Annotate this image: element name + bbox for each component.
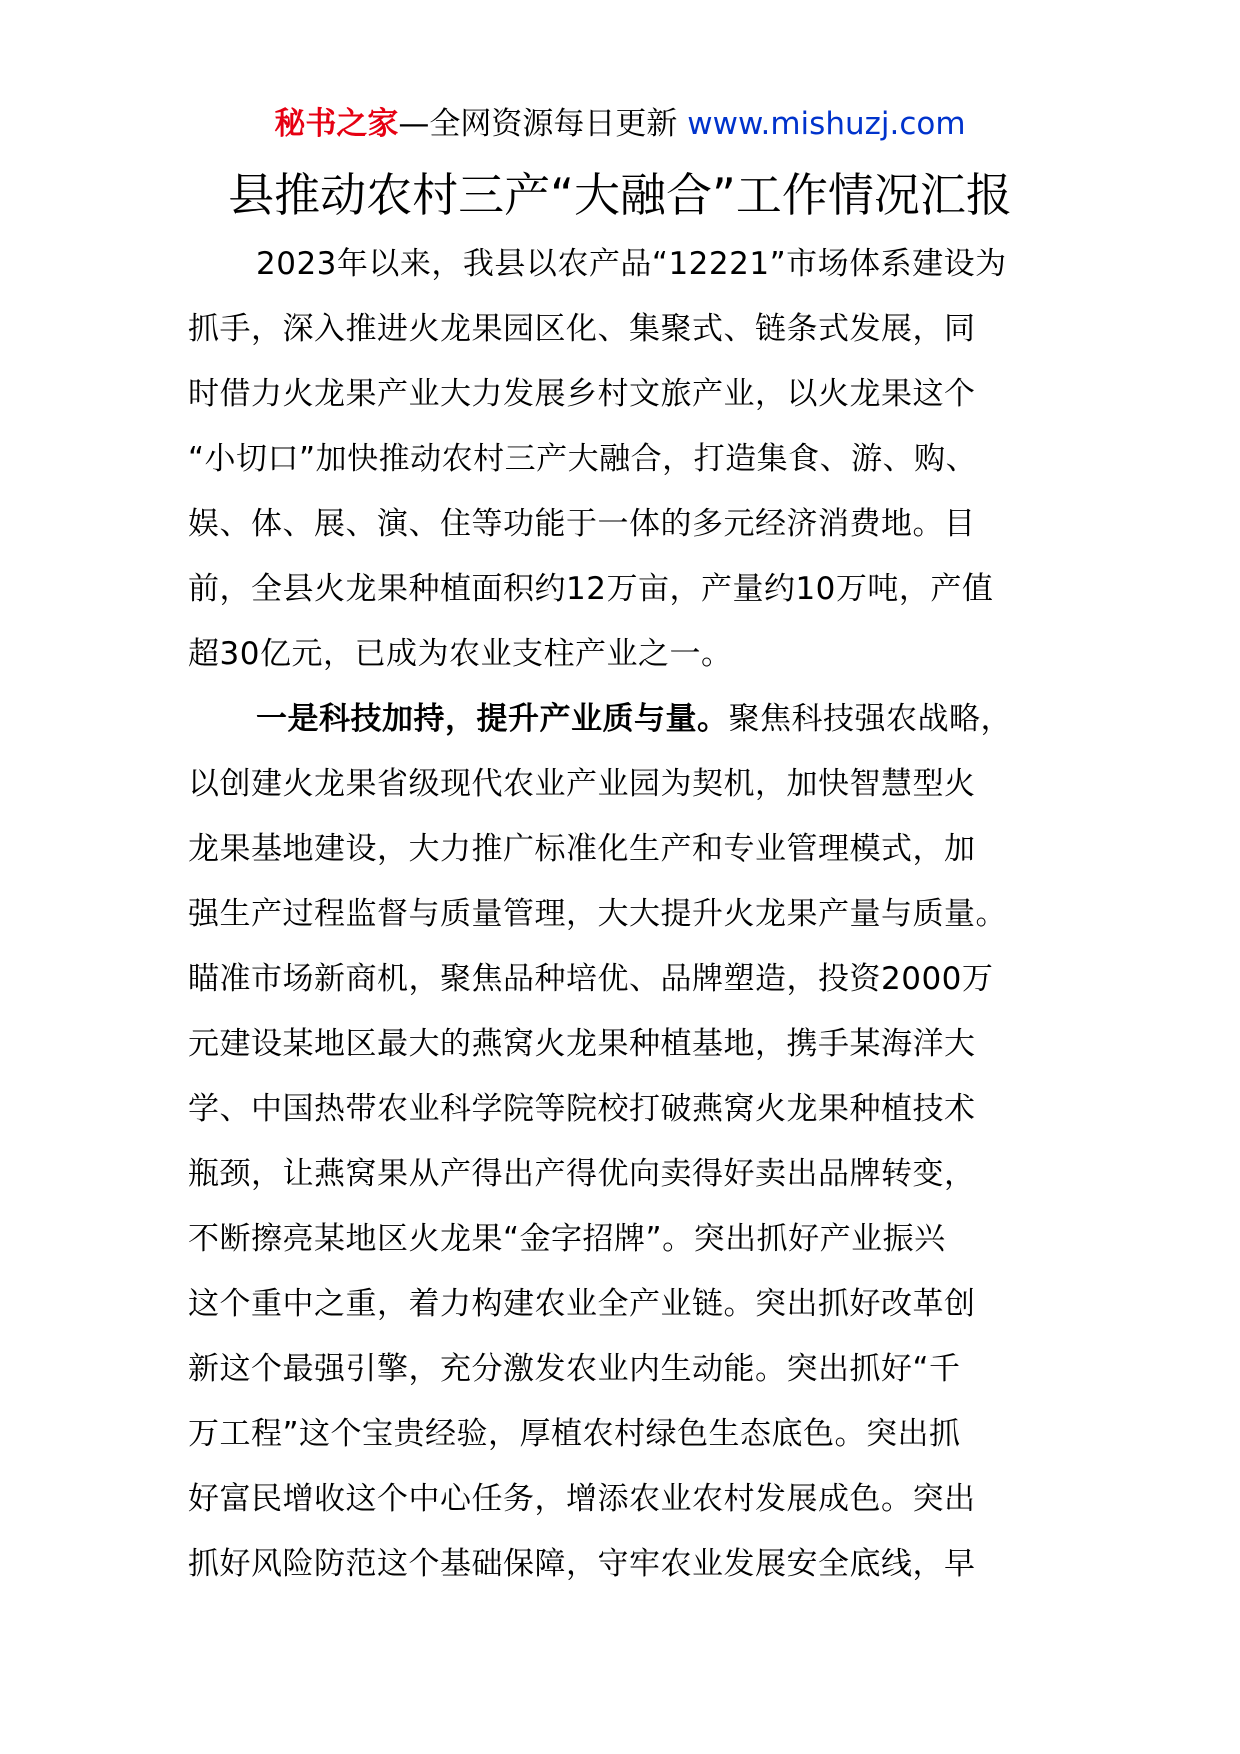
- text-line: 时借力火龙果产业大力发展乡村文旅产业，以火龙果这个: [188, 376, 976, 412]
- text-line: 这个重中之重，着力构建农业全产业链。突出抓好改革创: [188, 1286, 976, 1322]
- text-span: 聚焦科技强农战略，: [728, 701, 1012, 737]
- text-line: 娱、体、展、演、住等功能于一体的多元经济消费地。目: [188, 506, 976, 542]
- text-line: 龙果基地建设，大力推广标准化生产和专业管理模式，加: [188, 831, 976, 867]
- text-line: 不断擦亮某地区火龙果“金字招牌”。突出抓好产业振兴: [188, 1221, 946, 1257]
- text-line: 以创建火龙果省级现代农业产业园为契机，加快智慧型火: [188, 766, 976, 802]
- text-line: 元建设某地区最大的燕窝火龙果种植基地，携手某海洋大: [188, 1026, 976, 1062]
- document-body: [188, 232, 1058, 1597]
- text-line: 瓶颈，让燕窝果从产得出产得优向卖得好卖出品牌转变，: [188, 1156, 976, 1192]
- text-line: 好富民增收这个中心任务，增添农业农村发展成色。突出: [188, 1481, 976, 1517]
- text-line: 学、中国热带农业科学院等院校打破燕窝火龙果种植技术: [188, 1091, 976, 1127]
- section-heading: 一是科技加持，提升产业质与量。: [256, 701, 729, 737]
- text-line: “小切口”加快推动农村三产大融合，打造集食、游、购、: [188, 441, 978, 477]
- document-title: 县推动农村三产“大融合”工作情况汇报: [228, 168, 1012, 222]
- website-link[interactable]: www.mishuzj.com: [687, 106, 966, 142]
- text-line: 抓好风险防范这个基础保障，守牢农业发展安全底线，早: [188, 1546, 976, 1582]
- text-line: 万工程”这个宝贵经验，厚植农村绿色生态底色。突出抓: [188, 1416, 961, 1452]
- banner-tagline: —全网资源每日更新: [398, 106, 688, 142]
- section-heading-line: [188, 687, 1058, 752]
- text-line: 前，全县火龙果种植面积约12万亩，产量约10万吨，产值: [188, 571, 994, 607]
- text-line: 强生产过程监督与质量管理，大大提升火龙果产量与质量。: [188, 896, 1007, 932]
- site-banner: [0, 100, 1240, 148]
- brand-name: 秘书之家: [274, 106, 399, 142]
- text-line: 2023年以来，我县以农产品“12221”市场体系建设为: [256, 246, 1007, 282]
- text-line: 超30亿元，已成为农业支柱产业之一。: [188, 636, 733, 672]
- text-line: 瞄准市场新商机，聚焦品种培优、品牌塑造，投资2000万: [188, 961, 994, 997]
- text-line: 新这个最强引擎，充分激发农业内生动能。突出抓好“千: [188, 1351, 961, 1387]
- text-line: 抓手，深入推进火龙果园区化、集聚式、链条式发展，同: [188, 311, 976, 347]
